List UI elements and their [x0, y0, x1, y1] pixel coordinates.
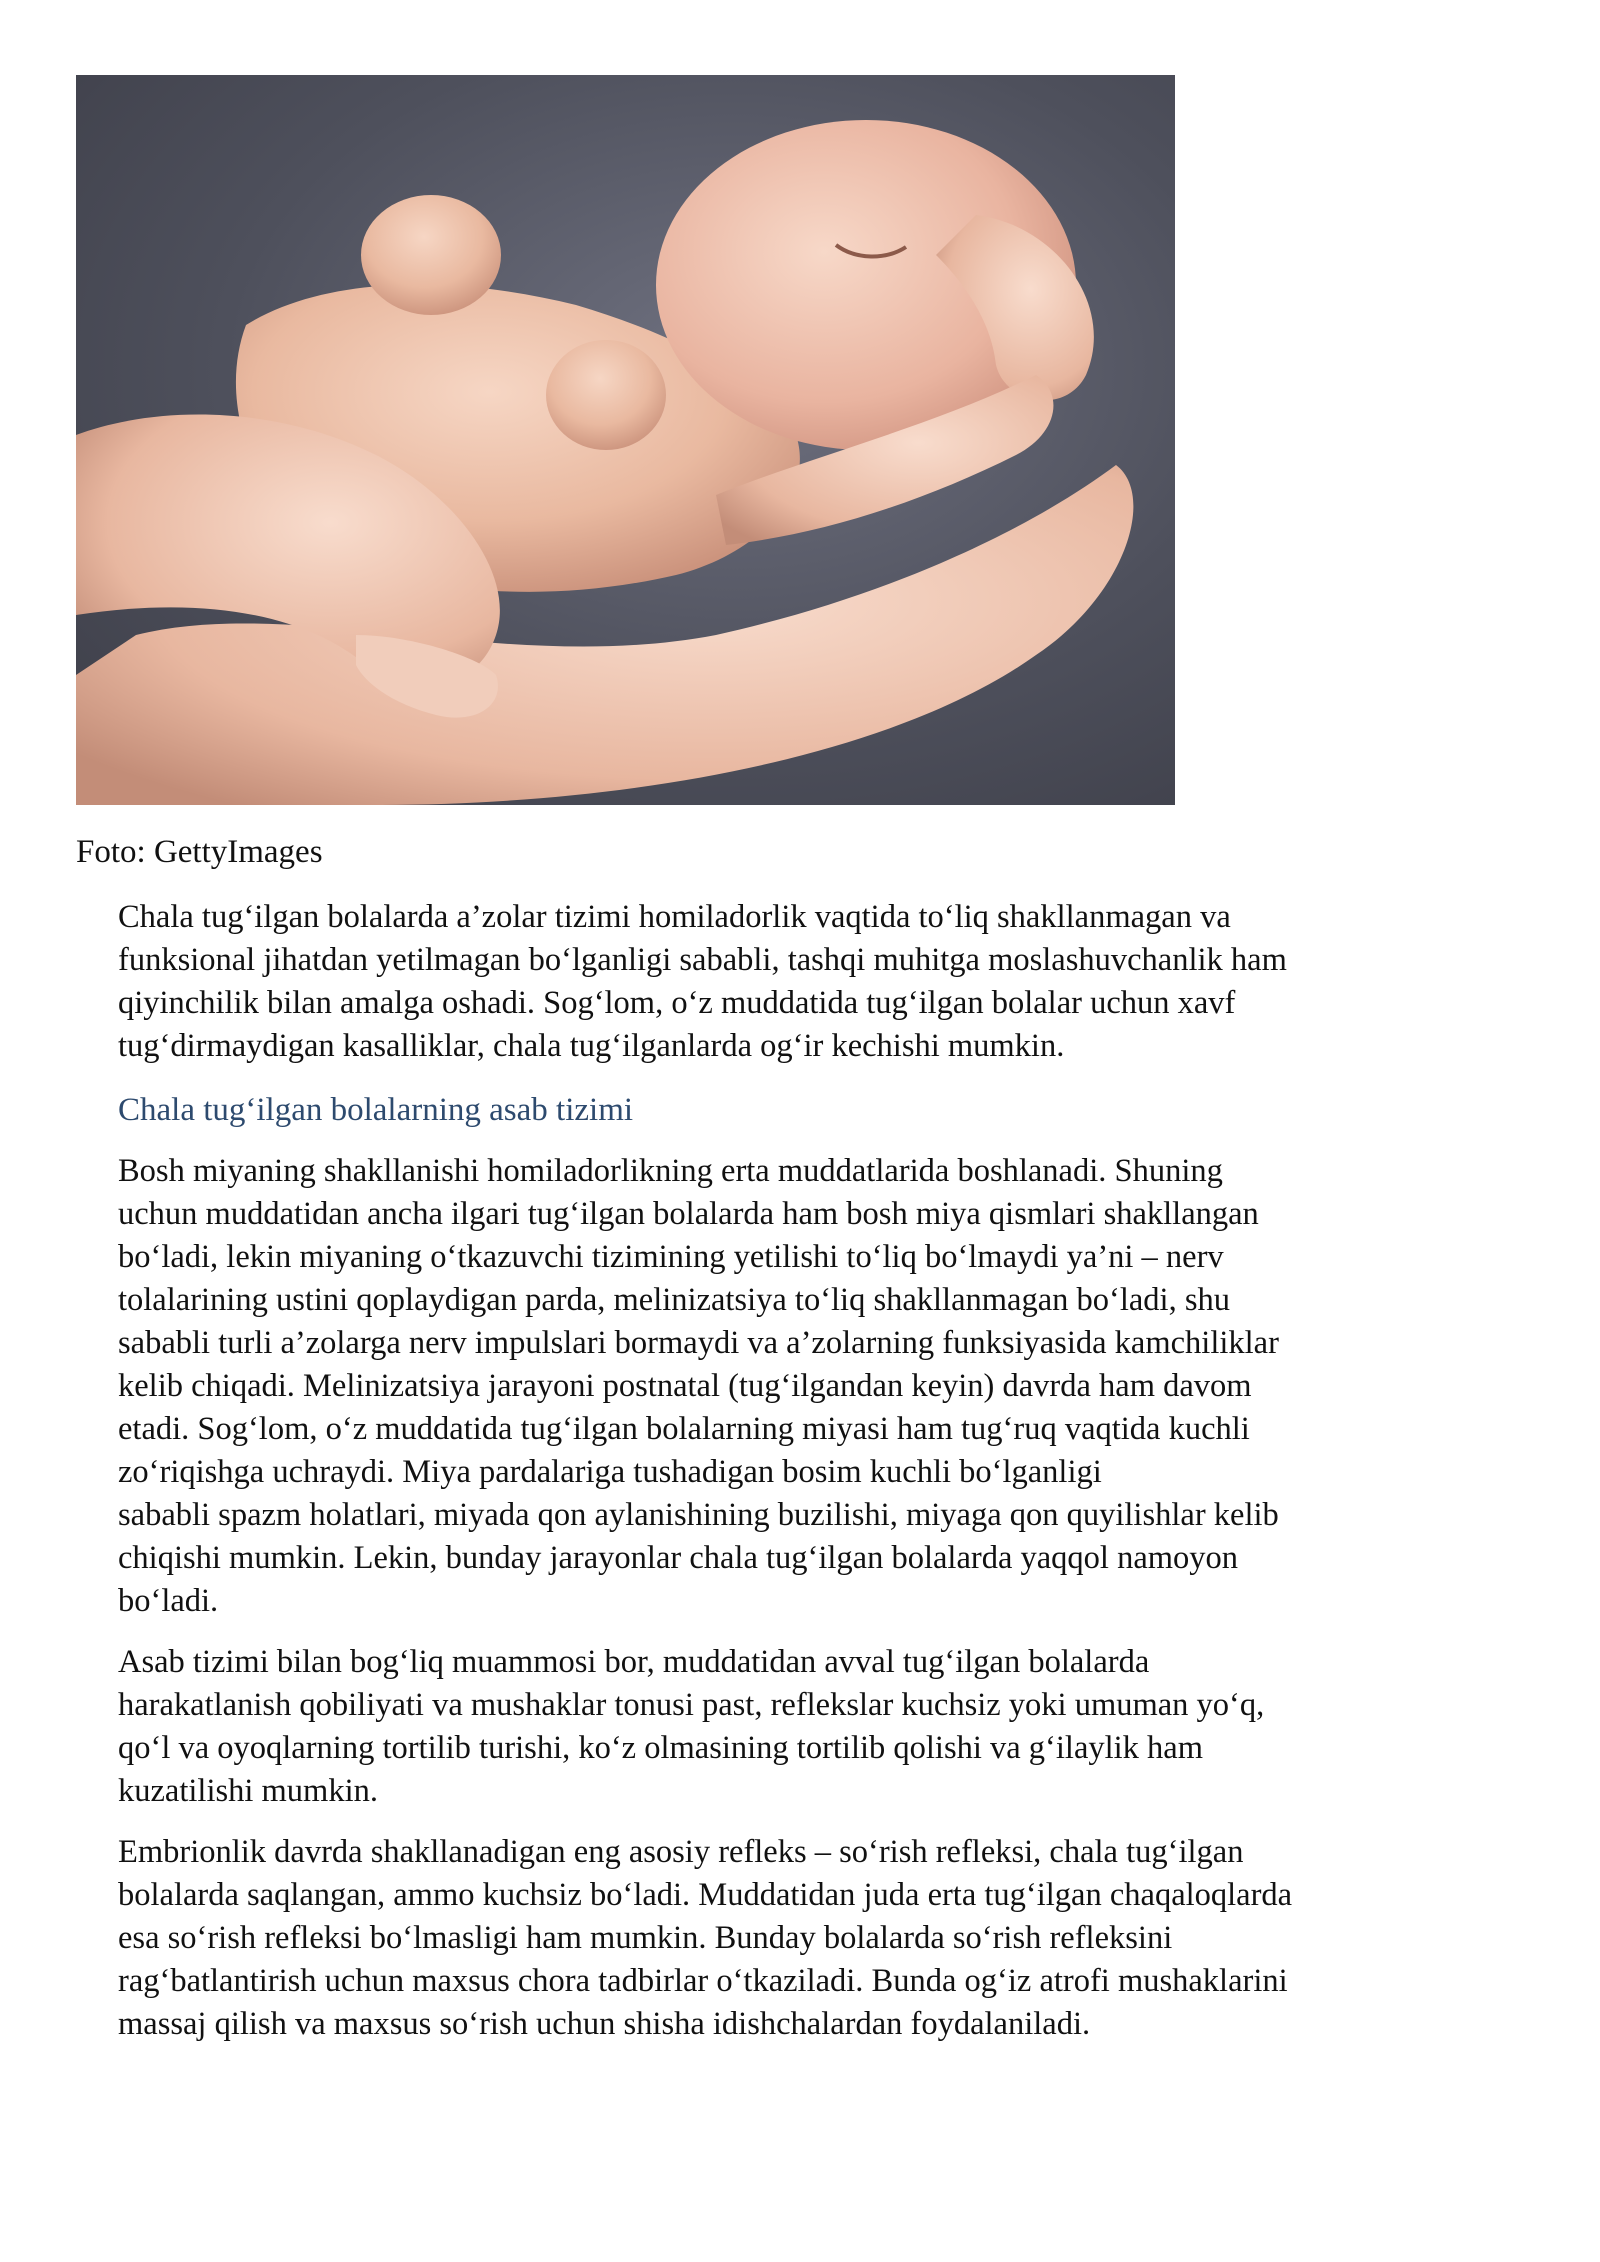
text-line: sababli spazm holatlari, miyada qon aylanishining buzilishi, miyaga qon quyilishlar kelib [118, 1497, 1279, 1533]
text-line: bo‘ladi, lekin miyaning o‘tkazuvchi tizimining yetilishi to‘liq bo‘lmaydi ya’ni – nerv [118, 1239, 1224, 1275]
text-line: massaj qilish va maxsus so‘rish uchun shisha idishchalardan foydalaniladi. [118, 2006, 1091, 2042]
intro-paragraph [118, 896, 1498, 1068]
text-line: kuzatilishi mumkin. [118, 1773, 378, 1809]
text-line: qiyinchilik bilan amalga oshadi. Sog‘lom, o‘z muddatida tug‘ilgan bolalar uchun xavf [118, 985, 1236, 1021]
paragraph-nervous-system [118, 1150, 1498, 1623]
text-line: etadi. Sog‘lom, o‘z muddatida tug‘ilgan bolalarning miyasi ham tug‘ruq vaqtida kuchli [118, 1411, 1250, 1447]
text-line: funksional jihatdan yetilmagan bo‘lganligi sababli, tashqi muhitga moslashuvchanlik ham [118, 942, 1287, 978]
text-line: chiqishi mumkin. Lekin, bunday jarayonlar chala tug‘ilgan bolalarda yaqqol namoyon [118, 1540, 1239, 1576]
photo-caption: Foto: GettyImages [76, 834, 323, 870]
text-line: Embrionlik davrda shakllanadigan eng asosiy refleks – so‘rish refleksi, chala tug‘ilgan [118, 1834, 1244, 1870]
text-line: bo‘ladi. [118, 1583, 219, 1619]
article-photo [76, 75, 1175, 805]
section-heading: Chala tug‘ilgan bolalarning asab tizimi [118, 1092, 634, 1128]
text-line: Bosh miyaning shakllanishi homiladorlikning erta muddatlarida boshlanadi. Shuning [118, 1153, 1223, 1189]
text-line: uchun muddatidan ancha ilgari tug‘ilgan bolalarda ham bosh miya qismlari shakllangan [118, 1196, 1259, 1232]
text-line: qo‘l va oyoqlarning tortilib turishi, ko‘z olmasining tortilib qolishi va g‘ilaylik ham [118, 1730, 1204, 1766]
article-body [118, 896, 1498, 2046]
paragraph-sucking-reflex [118, 1831, 1498, 2046]
text-line: esa so‘rish refleksi bo‘lmasligi ham mumkin. Bunday bolalarda so‘rish refleksini [118, 1920, 1173, 1956]
text-line: Asab tizimi bilan bog‘liq muammosi bor, muddatidan avval tug‘ilgan bolalarda [118, 1644, 1150, 1680]
text-line: kelib chiqadi. Melinizatsiya jarayoni postnatal (tug‘ilgandan keyin) davrda ham davom [118, 1368, 1252, 1404]
text-line: harakatlanish qobiliyati va mushaklar tonusi past, reflekslar kuchsiz yoki umuman yo‘q, [118, 1687, 1265, 1723]
text-line: sababli turli a’zolarga nerv impulslari bormaydi va a’zolarning funksiyasida kamchiliklar [118, 1325, 1279, 1361]
text-line: Chala tug‘ilgan bolalarda a’zolar tizimi homiladorlik vaqtida to‘liq shakllanmagan va [118, 899, 1231, 935]
paragraph-motor-problems [118, 1641, 1498, 1813]
text-line: bolalarda saqlangan, ammo kuchsiz bo‘ladi. Muddatidan juda erta tug‘ilgan chaqaloqlarda [118, 1877, 1293, 1913]
text-line: tolalarining ustini qoplaydigan parda, melinizatsiya to‘liq shakllanmagan bo‘ladi, shu [118, 1282, 1230, 1318]
text-line: tug‘dirmaydigan kasalliklar, chala tug‘ilganlarda og‘ir kechishi mumkin. [118, 1028, 1065, 1064]
text-line: rag‘batlantirish uchun maxsus chora tadbirlar o‘tkaziladi. Bunda og‘iz atrofi mushaklarini [118, 1963, 1288, 1999]
text-line: zo‘riqishga uchraydi. Miya pardalariga tushadigan bosim kuchli bo‘lganligi [118, 1454, 1102, 1490]
